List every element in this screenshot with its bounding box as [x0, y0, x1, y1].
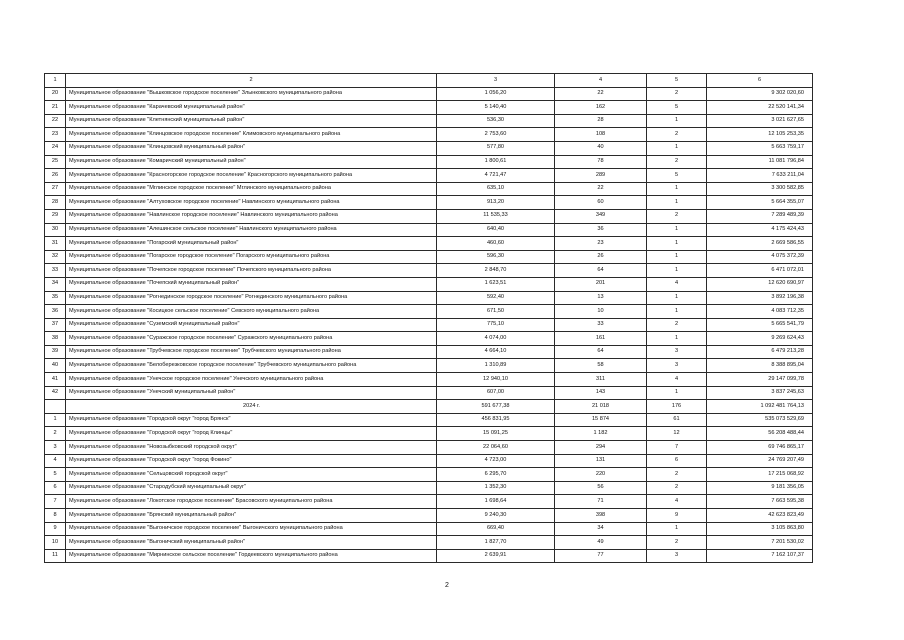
count-value: 49: [555, 536, 647, 550]
quantity-value: 2: [647, 87, 707, 101]
area-value: 4 721,47: [437, 169, 555, 183]
table-row: [45, 454, 813, 468]
municipality-name: Муниципальное образование "Сельцовский городской округ": [66, 468, 437, 482]
table-row: [45, 169, 813, 183]
area-value: 2 639,91: [437, 549, 555, 563]
year-label: 2024 г.: [66, 400, 437, 414]
area-value: 577,80: [437, 141, 555, 155]
amount-value: 6 471 072,01: [707, 264, 813, 278]
row-number: 37: [45, 318, 66, 332]
quantity-value: 1: [647, 332, 707, 346]
municipality-name: Муниципальное образование "Выгоничское городское поселение" Выгоничского муниципального района: [66, 522, 437, 536]
year-total-row: [45, 400, 813, 414]
table-row: [45, 345, 813, 359]
count-value: 294: [555, 441, 647, 455]
municipality-name: Муниципальное образование "Брянский муниципальный район": [66, 509, 437, 523]
table-row: [45, 250, 813, 264]
table-row: [45, 141, 813, 155]
count-value: 108: [555, 128, 647, 142]
quantity-value: 12: [647, 427, 707, 441]
year-quantity-total: 176: [647, 400, 707, 414]
row-number: 29: [45, 209, 66, 223]
table-row: [45, 536, 813, 550]
amount-value: 42 623 823,49: [707, 509, 813, 523]
row-number: 21: [45, 101, 66, 115]
row-number: 23: [45, 128, 66, 142]
table-row: [45, 291, 813, 305]
quantity-value: 1: [647, 386, 707, 400]
row-number: 9: [45, 522, 66, 536]
header-cell-3: 3: [437, 74, 555, 88]
header-cell-2: 2: [66, 74, 437, 88]
amount-value: 7 289 489,39: [707, 209, 813, 223]
table-row: [45, 128, 813, 142]
quantity-value: 3: [647, 359, 707, 373]
area-value: 2 753,60: [437, 128, 555, 142]
amount-value: 7 162 107,37: [707, 549, 813, 563]
area-value: 536,30: [437, 114, 555, 128]
quantity-value: 4: [647, 495, 707, 509]
municipality-name: Муниципальное образование "Почепское городское поселение" Почепского муниципального района: [66, 264, 437, 278]
count-value: 40: [555, 141, 647, 155]
municipality-name: Муниципальное образование "Клинцовский муниципальный район": [66, 141, 437, 155]
area-value: 1 056,20: [437, 87, 555, 101]
municipality-name: Муниципальное образование "Стародубский муниципальный округ": [66, 481, 437, 495]
amount-value: 9 302 020,60: [707, 87, 813, 101]
row-number: 10: [45, 536, 66, 550]
row-number: 22: [45, 114, 66, 128]
count-value: 22: [555, 182, 647, 196]
table-row: [45, 386, 813, 400]
table-row: [45, 237, 813, 251]
area-value: 4 664,10: [437, 345, 555, 359]
row-number: 42: [45, 386, 66, 400]
quantity-value: 1: [647, 114, 707, 128]
table-row: [45, 305, 813, 319]
quantity-value: 61: [647, 413, 707, 427]
year-count-total: 21 018: [555, 400, 647, 414]
amount-value: 4 175 424,43: [707, 223, 813, 237]
count-value: 64: [555, 345, 647, 359]
row-number: 2: [45, 427, 66, 441]
table-row: [45, 509, 813, 523]
table-row: [45, 87, 813, 101]
count-value: 56: [555, 481, 647, 495]
municipality-name: Муниципальное образование "Погарский муниципальный район": [66, 237, 437, 251]
area-value: 640,40: [437, 223, 555, 237]
amount-value: 22 520 141,34: [707, 101, 813, 115]
row-number: 36: [45, 305, 66, 319]
area-value: 22 064,60: [437, 441, 555, 455]
year-empty-cell: [45, 400, 66, 414]
amount-value: 7 663 595,38: [707, 495, 813, 509]
row-number: 6: [45, 481, 66, 495]
row-number: 31: [45, 237, 66, 251]
municipality-name: Муниципальное образование "Косицкое сельское поселение" Севского муниципального района: [66, 305, 437, 319]
quantity-value: 2: [647, 209, 707, 223]
count-value: 58: [555, 359, 647, 373]
row-number: 4: [45, 454, 66, 468]
area-value: 1 698,64: [437, 495, 555, 509]
header-cell-6: 6: [707, 74, 813, 88]
municipality-name: Муниципальное образование "Мглинское городское поселение" Мглинского муниципального района: [66, 182, 437, 196]
count-value: 15 874: [555, 413, 647, 427]
row-number: 27: [45, 182, 66, 196]
area-value: 5 140,40: [437, 101, 555, 115]
row-number: 39: [45, 345, 66, 359]
table-row: [45, 495, 813, 509]
count-value: 28: [555, 114, 647, 128]
area-value: 456 831,95: [437, 413, 555, 427]
page-number: 2: [445, 582, 449, 589]
quantity-value: 7: [647, 441, 707, 455]
municipality-name: Муниципальное образование "Красногорское городское поселение" Красногорского муниципального района: [66, 169, 437, 183]
quantity-value: 2: [647, 468, 707, 482]
municipality-name: Муниципальное образование "Погарское городское поселение" Погарского муниципального района: [66, 250, 437, 264]
amount-value: 12 105 253,35: [707, 128, 813, 142]
municipality-name: Муниципальное образование "Карачевский муниципальный район": [66, 101, 437, 115]
quantity-value: 1: [647, 223, 707, 237]
municipality-name: Муниципальное образование "Локотское городское поселение" Брасовского муниципального района: [66, 495, 437, 509]
area-value: 11 535,33: [437, 209, 555, 223]
municipality-name: Муниципальное образование "Белоберезковское городское поселение" Трубчевского муниципального района: [66, 359, 437, 373]
header-row: [45, 74, 813, 88]
row-number: 20: [45, 87, 66, 101]
quantity-value: 2: [647, 536, 707, 550]
count-value: 36: [555, 223, 647, 237]
table-row: [45, 155, 813, 169]
area-value: 669,40: [437, 522, 555, 536]
municipality-name: Муниципальное образование "Новозыбковский городской округ": [66, 441, 437, 455]
area-value: 460,60: [437, 237, 555, 251]
count-value: 10: [555, 305, 647, 319]
row-number: 26: [45, 169, 66, 183]
municipality-name: Муниципальное образование "Выгоничский муниципальный район": [66, 536, 437, 550]
amount-value: 4 083 712,35: [707, 305, 813, 319]
area-value: 607,00: [437, 386, 555, 400]
row-number: 30: [45, 223, 66, 237]
amount-value: 9 269 624,43: [707, 332, 813, 346]
municipality-name: Муниципальное образование "Рогнединское городское поселение" Рогнединского муниципального района: [66, 291, 437, 305]
quantity-value: 5: [647, 101, 707, 115]
amount-value: 56 208 488,44: [707, 427, 813, 441]
table-row: [45, 101, 813, 115]
table-row: [45, 196, 813, 210]
quantity-value: 1: [647, 522, 707, 536]
count-value: 398: [555, 509, 647, 523]
area-value: 6 295,70: [437, 468, 555, 482]
count-value: 131: [555, 454, 647, 468]
amount-value: 4 075 372,39: [707, 250, 813, 264]
amount-value: 7 633 211,04: [707, 169, 813, 183]
municipality-name: Муниципальное образование "Городской округ "город Клинцы": [66, 427, 437, 441]
header-cell-5: 5: [647, 74, 707, 88]
row-number: 41: [45, 373, 66, 387]
amount-value: 3 105 863,80: [707, 522, 813, 536]
area-value: 1 310,89: [437, 359, 555, 373]
count-value: 161: [555, 332, 647, 346]
amount-value: 535 073 529,69: [707, 413, 813, 427]
header-cell-4: 4: [555, 74, 647, 88]
table-row: [45, 318, 813, 332]
amount-value: 3 837 245,63: [707, 386, 813, 400]
quantity-value: 1: [647, 291, 707, 305]
municipality-name: Муниципальное образование "Городской округ "город Брянск": [66, 413, 437, 427]
count-value: 77: [555, 549, 647, 563]
quantity-value: 1: [647, 196, 707, 210]
year-amount-total: 1 092 481 764,13: [707, 400, 813, 414]
area-value: 913,20: [437, 196, 555, 210]
count-value: 1 182: [555, 427, 647, 441]
header-cell-1: 1: [45, 74, 66, 88]
municipality-name: Муниципальное образование "Клинцовское городское поселение" Климовского муниципального района: [66, 128, 437, 142]
count-value: 13: [555, 291, 647, 305]
municipality-name: Муниципальное образование "Суземский муниципальный район": [66, 318, 437, 332]
quantity-value: 1: [647, 305, 707, 319]
table-row: [45, 114, 813, 128]
quantity-value: 2: [647, 128, 707, 142]
quantity-value: 1: [647, 250, 707, 264]
amount-value: 7 201 530,02: [707, 536, 813, 550]
amount-value: 5 663 759,17: [707, 141, 813, 155]
count-value: 311: [555, 373, 647, 387]
row-number: 40: [45, 359, 66, 373]
table-row: [45, 182, 813, 196]
municipality-name: Муниципальное образование "Комаричский муниципальный район": [66, 155, 437, 169]
table-row: [45, 359, 813, 373]
amount-value: 9 181 356,05: [707, 481, 813, 495]
row-number: 33: [45, 264, 66, 278]
quantity-value: 1: [647, 264, 707, 278]
count-value: 162: [555, 101, 647, 115]
quantity-value: 1: [647, 237, 707, 251]
table-row: [45, 522, 813, 536]
amount-value: 69 746 865,17: [707, 441, 813, 455]
municipality-name: Муниципальное образование "Унечский муниципальный район": [66, 386, 437, 400]
year-area-total: 591 677,38: [437, 400, 555, 414]
quantity-value: 4: [647, 277, 707, 291]
table-row: [45, 332, 813, 346]
row-number: 25: [45, 155, 66, 169]
amount-value: 5 665 541,79: [707, 318, 813, 332]
quantity-value: 6: [647, 454, 707, 468]
count-value: 220: [555, 468, 647, 482]
quantity-value: 2: [647, 481, 707, 495]
area-value: 4 723,00: [437, 454, 555, 468]
table-row: [45, 549, 813, 563]
quantity-value: 2: [647, 318, 707, 332]
municipality-name: Муниципальное образование "Трубчевское городское поселение" Трубчевского муниципального района: [66, 345, 437, 359]
count-value: 349: [555, 209, 647, 223]
row-number: 1: [45, 413, 66, 427]
count-value: 201: [555, 277, 647, 291]
area-value: 12 940,10: [437, 373, 555, 387]
count-value: 22: [555, 87, 647, 101]
quantity-value: 1: [647, 182, 707, 196]
area-value: 1 800,61: [437, 155, 555, 169]
municipality-name: Муниципальное образование "Алтуховское городское поселение" Навлинского муниципального района: [66, 196, 437, 210]
table-row: [45, 373, 813, 387]
municipality-name: Муниципальное образование "Клетнянский муниципальный район": [66, 114, 437, 128]
count-value: 71: [555, 495, 647, 509]
amount-value: 5 664 355,07: [707, 196, 813, 210]
municipality-name: Муниципальное образование "Суражское городское поселение" Суражского муниципального района: [66, 332, 437, 346]
count-value: 143: [555, 386, 647, 400]
quantity-value: 9: [647, 509, 707, 523]
table-row: [45, 209, 813, 223]
amount-value: 3 300 582,85: [707, 182, 813, 196]
area-value: 2 848,70: [437, 264, 555, 278]
table-row: [45, 277, 813, 291]
count-value: 23: [555, 237, 647, 251]
amount-value: 2 669 586,55: [707, 237, 813, 251]
table-row: [45, 264, 813, 278]
table-row: [45, 468, 813, 482]
row-number: 11: [45, 549, 66, 563]
area-value: 9 240,30: [437, 509, 555, 523]
quantity-value: 5: [647, 169, 707, 183]
amount-value: 11 081 796,84: [707, 155, 813, 169]
municipality-name: Муниципальное образование "Навлинское городское поселение" Навлинского муниципального района: [66, 209, 437, 223]
amount-value: 12 620 690,97: [707, 277, 813, 291]
row-number: 38: [45, 332, 66, 346]
area-value: 1 352,30: [437, 481, 555, 495]
area-value: 1 827,70: [437, 536, 555, 550]
count-value: 26: [555, 250, 647, 264]
area-value: 775,10: [437, 318, 555, 332]
amount-value: 24 769 207,49: [707, 454, 813, 468]
area-value: 592,40: [437, 291, 555, 305]
table-row: [45, 413, 813, 427]
municipality-name: Муниципальное образование "Городской округ "город Фокино": [66, 454, 437, 468]
table-body: [45, 74, 813, 563]
amount-value: 3 021 627,65: [707, 114, 813, 128]
table-row: [45, 441, 813, 455]
area-value: 15 091,25: [437, 427, 555, 441]
count-value: 33: [555, 318, 647, 332]
area-value: 596,30: [437, 250, 555, 264]
row-number: 8: [45, 509, 66, 523]
count-value: 60: [555, 196, 647, 210]
municipality-name: Муниципальное образование "Вышковское городское поселение" Злынковского муниципального района: [66, 87, 437, 101]
amount-value: 6 479 213,28: [707, 345, 813, 359]
row-number: 34: [45, 277, 66, 291]
quantity-value: 2: [647, 155, 707, 169]
area-value: 671,50: [437, 305, 555, 319]
count-value: 78: [555, 155, 647, 169]
quantity-value: 3: [647, 345, 707, 359]
row-number: 35: [45, 291, 66, 305]
count-value: 34: [555, 522, 647, 536]
table-row: [45, 427, 813, 441]
quantity-value: 3: [647, 549, 707, 563]
amount-value: 17 215 068,92: [707, 468, 813, 482]
data-table: [44, 73, 813, 563]
count-value: 64: [555, 264, 647, 278]
amount-value: 8 388 895,04: [707, 359, 813, 373]
row-number: 3: [45, 441, 66, 455]
count-value: 289: [555, 169, 647, 183]
municipality-name: Муниципальное образование "Почепский муниципальный район": [66, 277, 437, 291]
quantity-value: 4: [647, 373, 707, 387]
row-number: 28: [45, 196, 66, 210]
municipality-name: Муниципальное образование "Алешинское сельское поселение" Навлинского муниципального района: [66, 223, 437, 237]
area-value: 635,10: [437, 182, 555, 196]
row-number: 24: [45, 141, 66, 155]
table-row: [45, 223, 813, 237]
row-number: 7: [45, 495, 66, 509]
area-value: 1 623,51: [437, 277, 555, 291]
municipality-name: Муниципальное образование "Мирнинское сельское поселение" Гордеевского муниципального района: [66, 549, 437, 563]
amount-value: 3 892 196,38: [707, 291, 813, 305]
municipality-name: Муниципальное образование "Унечское городское поселение" Унечского муниципального района: [66, 373, 437, 387]
row-number: 5: [45, 468, 66, 482]
amount-value: 29 147 099,78: [707, 373, 813, 387]
table-row: [45, 481, 813, 495]
area-value: 4 074,00: [437, 332, 555, 346]
quantity-value: 1: [647, 141, 707, 155]
row-number: 32: [45, 250, 66, 264]
